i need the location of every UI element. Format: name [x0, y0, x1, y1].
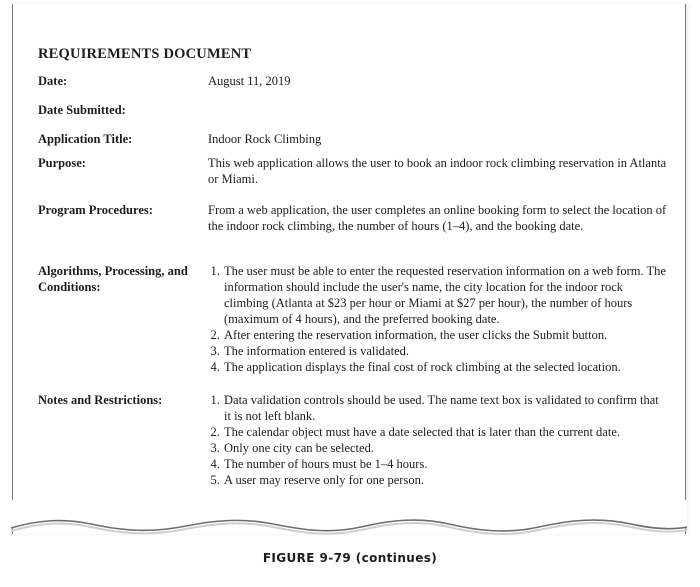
document-title: REQUIREMENTS DOCUMENT	[38, 46, 252, 62]
algorithms-list	[208, 263, 668, 375]
torn-edge-wave	[11, 500, 687, 550]
date-submitted-label: Date Submitted:	[38, 103, 126, 117]
notes-item: 5. A user may reserve only for one person.	[223, 472, 668, 488]
algorithms-label: Algorithms, Processing, and Conditions:	[38, 264, 188, 294]
notes-item: 1. Data validation controls should be used. The name text box is validated to confirm that it is not left blank.	[223, 392, 668, 424]
notes-label: Notes and Restrictions:	[38, 393, 163, 407]
algorithms-item: 2. After entering the reservation information, the user clicks the Submit button.	[223, 327, 668, 343]
figure-caption: FIGURE 9-79 (continues)	[262, 551, 438, 565]
application-title-value: Indoor Rock Climbing	[208, 132, 322, 146]
algorithms-item: 1. The user must be able to enter the requested reservation information on a web form. The information should include the user's name, the city location for the indoor rock climbing (Atlanta at $23 per hour or Miami at $27 per hour), the number of hours (maximum of 4 hours), and the preferred booking date.	[223, 263, 668, 327]
program-procedures-label: Program Procedures:	[38, 203, 153, 217]
algorithms-item: 4. The application displays the final cost of rock climbing at the selected location.	[223, 359, 668, 375]
notes-item: 2. The calendar object must have a date selected that is later than the current date.	[223, 424, 668, 440]
date-label: Date:	[38, 74, 68, 88]
notes-item: 3. Only one city can be selected.	[223, 440, 668, 456]
notes-item: 4. The number of hours must be 1–4 hours.	[223, 456, 668, 472]
application-title-label: Application Title:	[38, 132, 133, 146]
program-procedures-value: From a web application, the user completes an online booking form to select the location of the indoor rock climbing, the number of hours (1–4), and the booking date.	[208, 203, 667, 233]
algorithms-item: 3. The information entered is validated.	[223, 343, 668, 359]
algorithms-value	[208, 263, 668, 375]
purpose-label: Purpose:	[38, 156, 86, 170]
notes-list	[208, 392, 668, 488]
notes-value	[208, 392, 668, 488]
purpose-value: This web application allows the user to book an indoor rock climbing reservation in Atlanta or Miami.	[208, 156, 667, 186]
date-value: August 11, 2019	[208, 74, 291, 88]
